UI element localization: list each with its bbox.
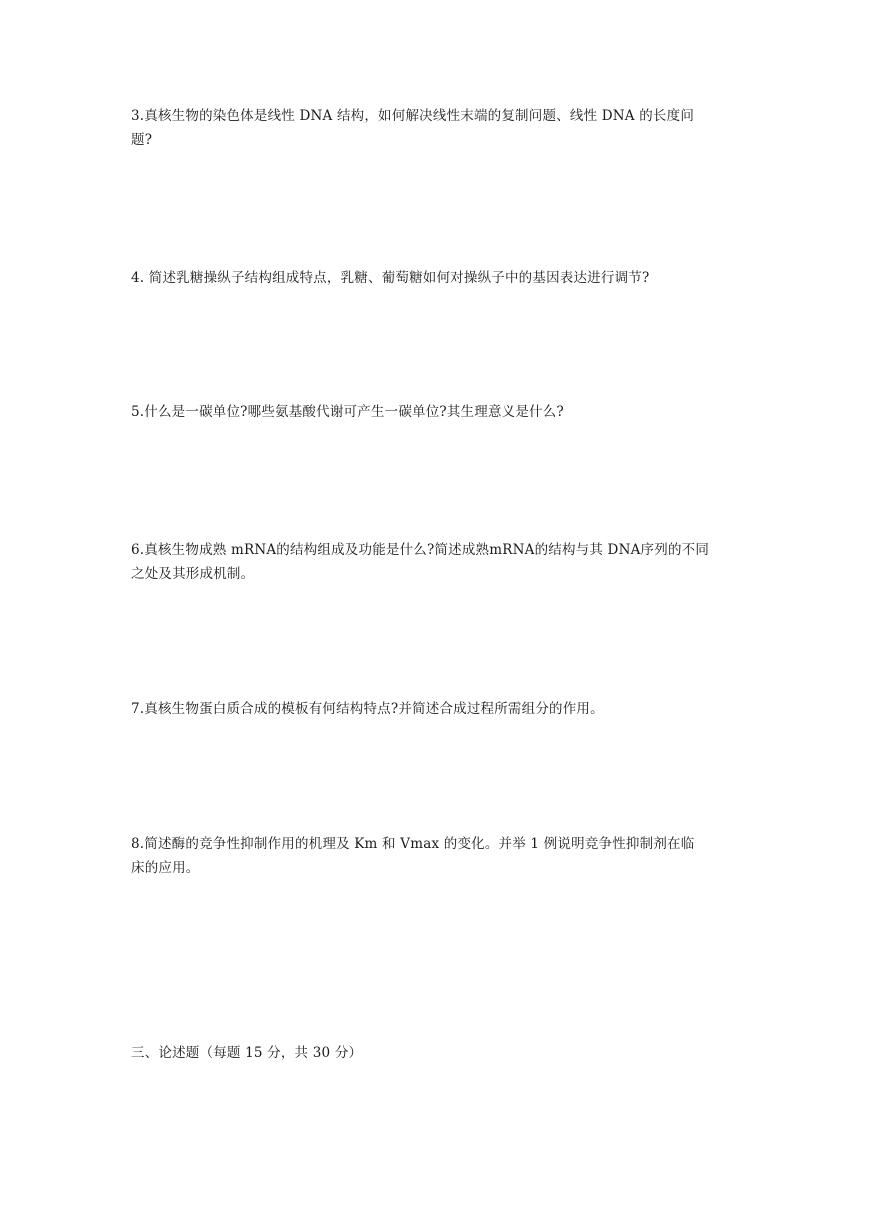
question-3 xyxy=(131,104,741,152)
question-5-line-1: 5.什么是一碳单位?哪些氨基酸代谢可产生一碳单位?其生理意义是什么? xyxy=(131,404,564,420)
question-8 xyxy=(131,832,741,880)
question-4-line-1: 4. 简述乳糖操纵子结构组成特点，乳糖、葡萄糖如何对操纵子中的基因表达进行调节? xyxy=(131,270,650,286)
question-6 xyxy=(131,538,741,586)
question-8-line-2: 床的应用。 xyxy=(131,860,200,876)
question-7-line-1: 7.真核生物蛋白质合成的模板有何结构特点?并简述合成过程所需组分的作用。 xyxy=(131,701,604,717)
section-heading-text: 三、论述题（每题 15 分，共 30 分） xyxy=(131,1045,363,1061)
section-heading-essay xyxy=(131,1041,741,1065)
question-6-line-1: 6.真核生物成熟 mRNA的结构组成及功能是什么?简述成熟mRNA的结构与其 DNA序列的不同 xyxy=(131,542,710,558)
question-6-line-2: 之处及其形成机制。 xyxy=(131,566,255,582)
question-8-line-1: 8.简述酶的竞争性抑制作用的机理及 Km 和 Vmax 的变化。并举 1 例说明竞争性抑制剂在临 xyxy=(131,836,695,852)
question-4 xyxy=(131,266,741,290)
question-3-line-1: 3.真核生物的染色体是线性 DNA 结构，如何解决线性末端的复制问题、线性 DNA 的长度问 xyxy=(131,108,695,124)
question-5 xyxy=(131,400,741,424)
question-7 xyxy=(131,697,741,721)
question-3-line-2: 题? xyxy=(131,132,153,148)
